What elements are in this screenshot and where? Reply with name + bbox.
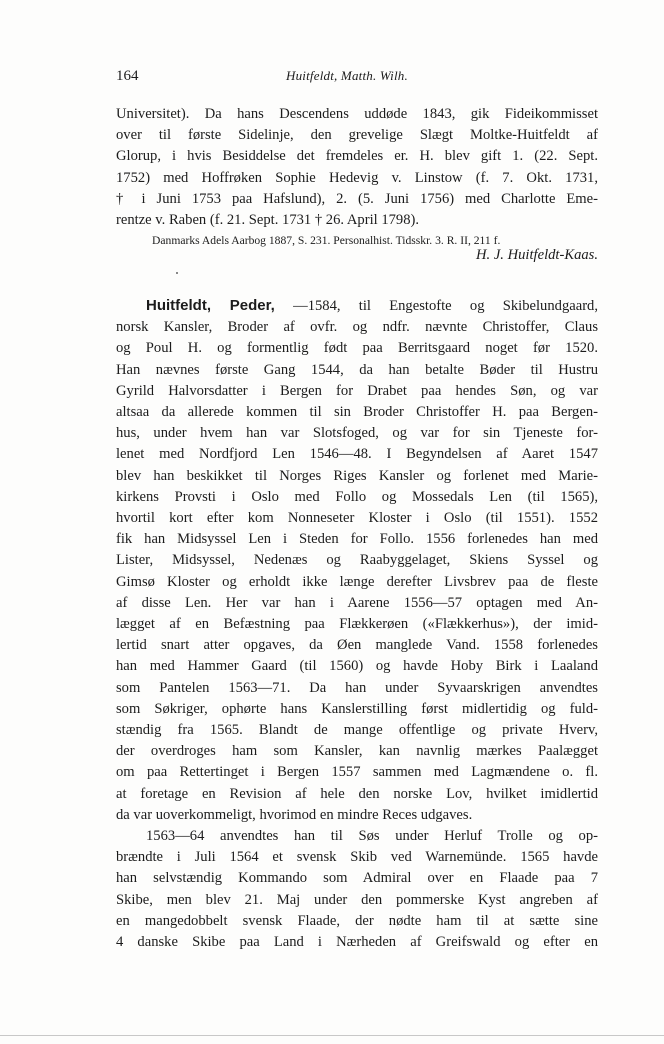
text-line: Glorup, i hvis Besiddelse det fremdeles er. H. blev gift 1. (22. Sept. bbox=[116, 148, 598, 165]
text-line: lægget af en Befæstning paa Flækkerøen («Flækkerhus»), der imid- bbox=[116, 616, 598, 633]
text-line: Gyrild Halvorsdatter i Bergen for Drabet paa hendes Søn, og var bbox=[116, 382, 598, 399]
text-line: 1752) med Hoffrøken Sophie Hedevig v. Linstow (f. 7. Okt. 1731, bbox=[116, 169, 598, 186]
text-line: over til første Sidelinje, den grevelige Slægt Moltke-Huitfeldt af bbox=[116, 127, 598, 144]
text-line: som Søkriger, ophørte hans Kanslerstilling først midlertidig og fuld- bbox=[116, 700, 598, 717]
text-line: hvortil kort efter kom Nonneseter Kloster i Oslo (til 1551). 1552 bbox=[116, 510, 598, 527]
text-line: Gimsø Kloster og erholdt ikke længe derefter Livsbrev paa de fleste bbox=[116, 573, 598, 590]
text-line: som Pantelen 1563—71. Da han under Syvaarskrigen anvendtes bbox=[116, 679, 598, 696]
text-line: rentze v. Raben (f. 21. Sept. 1731 † 26. April 1798). bbox=[116, 212, 420, 229]
text-line: 4 danske Skibe paa Land i Nærheden af Greifswald og efter en bbox=[116, 934, 598, 951]
text-line: han selvstændig Kommando som Admiral over en Flaade paa 7 bbox=[116, 870, 598, 887]
text-line: der overdroges ham som Kansler, kan navnlig mærkes Paalægget bbox=[116, 743, 598, 760]
text-line: Universitet). Da hans Descendens uddøde 1843, gik Fideikommisset bbox=[116, 106, 598, 122]
text-line: Lister, Midsyssel, Nedenæs og Raabyggelaget, Skiens Syssel og bbox=[116, 552, 598, 569]
text-line: og Poul H. og formentlig født paa Berritsgaard noget før 1520. bbox=[116, 340, 598, 357]
entry-headword: Huitfeldt, Peder, bbox=[146, 297, 275, 314]
text-line: af disse Len. Her var han i Aarene 1556—57 optagen med An- bbox=[116, 594, 598, 611]
entry-text bbox=[116, 295, 598, 953]
page-header bbox=[116, 68, 596, 90]
text-line: norsk Kansler, Broder af ovfr. og ndfr. nævnte Christoffer, Claus bbox=[116, 319, 598, 336]
text-line: en mangedobbelt svensk Flaade, der nødte ham til at sætte sine bbox=[116, 912, 598, 929]
text-line: lenet med Nordfjord Len 1546—48. I Begyndelsen af Aaret 1547 bbox=[116, 446, 598, 463]
page-speck bbox=[176, 272, 178, 274]
previous-entry-text bbox=[116, 104, 598, 231]
entry-first-line bbox=[116, 295, 598, 317]
page-edge-line bbox=[0, 1035, 664, 1036]
text-line: † i Juni 1753 paa Hafslund), 2. (5. Juni 1756) med Charlotte Eme- bbox=[116, 190, 598, 207]
text-line: brændte i Juli 1564 et svensk Skib ved Warnemünde. 1565 havde bbox=[116, 849, 598, 866]
text-line: fik han Midsyssel Len i Steden for Follo. 1556 forlenedes han med bbox=[116, 531, 598, 548]
text-line: stændig fra 1565. Blandt de mange offentlige og private Hverv, bbox=[116, 722, 598, 739]
references-line: Danmarks Adels Aarbog 1887, S. 231. Personalhist. Tidsskr. 3. R. II, 211 f. bbox=[152, 234, 501, 247]
text-line: om paa Rettertinget i Bergen 1557 sammen med Lagmændene o. fl. bbox=[116, 764, 598, 781]
text-line: altsaa da allerede kommen til sin Broder Christoffer H. paa Bergen- bbox=[116, 404, 598, 421]
text-line: Han nævnes første Gang 1544, da han betalte Bøder til Hustru bbox=[116, 361, 598, 378]
author-signature: H. J. Huitfeldt-Kaas. bbox=[475, 247, 598, 263]
text-line: at foretage en Revision af hele den norske Lov, hvilket imidlertid bbox=[116, 785, 598, 802]
text-line: lertid snart atter opgaves, da Øen manglede Vand. 1558 forlenedes bbox=[116, 637, 598, 654]
entry-first-line-rest: —1584, til Engestofte og Skibelundgaard, bbox=[293, 298, 599, 314]
page-number: 164 bbox=[116, 68, 139, 84]
text-line: han med Hammer Gaard (til 1560) og havde Hoby Birk i Laaland bbox=[116, 658, 598, 675]
text-line: da var uoverkommeligt, hvorimod en mindre Reces udgaves. bbox=[116, 806, 473, 823]
running-title: Huitfeldt, Matth. Wilh. bbox=[286, 68, 408, 83]
text-line: hus, under hvem han var Slotsfoged, og var for sin Tjeneste for- bbox=[116, 425, 598, 442]
text-line: kirkens Provsti i Oslo med Follo og Mossedals Len (til 1565), bbox=[116, 488, 598, 505]
text-line: 1563—64 anvendtes han til Søs under Herluf Trolle og op- bbox=[146, 828, 598, 845]
text-line: Skibe, men blev 21. Maj under den pommerske Kyst angreben af bbox=[116, 891, 598, 908]
text-line: blev han beskikket til Norges Riges Kansler og forlenet med Marie- bbox=[116, 467, 598, 484]
